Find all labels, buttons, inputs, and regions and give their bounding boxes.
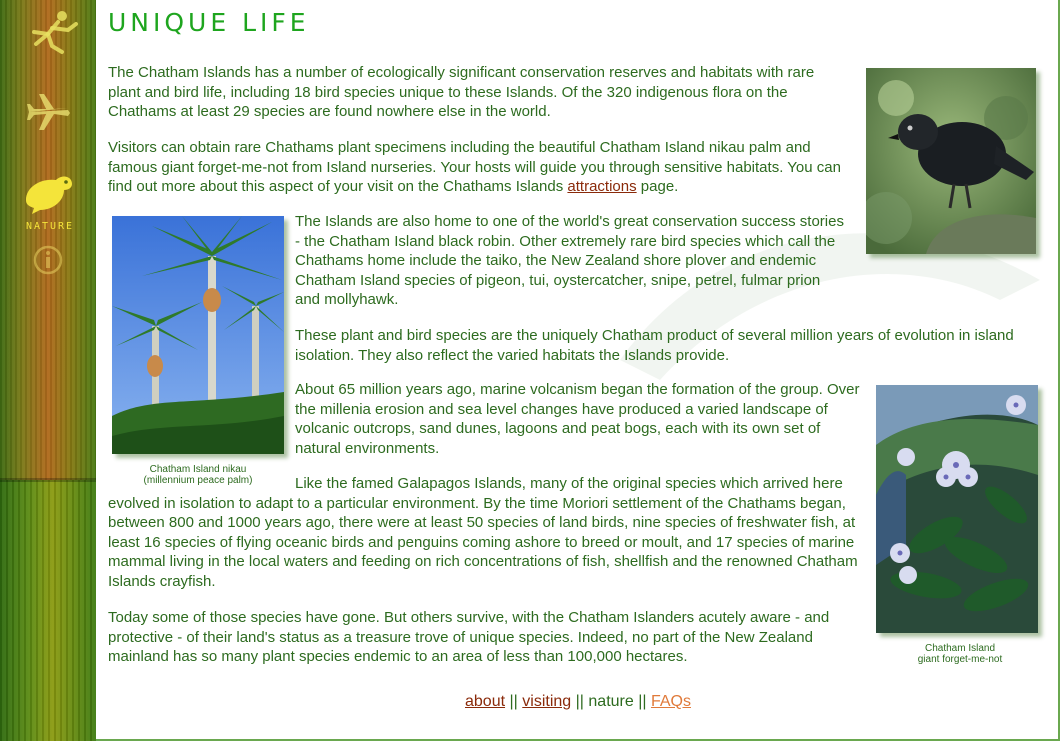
black-robin-paragraph — [295, 212, 845, 310]
sidebar — [0, 0, 96, 741]
forget-me-not-caption — [876, 643, 1044, 665]
visitors-text-before: Visitors can obtain rare Chathams plant specimens including the beautiful Chatham Island nikau palm and famous giant forget-me-not from Island nurseries. Your hosts will guide you through sensitive habitats. You can find out more about this aspect of your visit on the Chathams Islands — [108, 139, 841, 196]
figure-icon[interactable] — [22, 8, 82, 56]
intro-paragraph: The Chatham Islands has a number of ecologically significant conservation reserves and habitats with rare plant and bird life, including 18 bird species unique to these Islands. Of the 320 indigenous flora on the Chathams at least 29 species are found nowhere else in the world. — [108, 64, 815, 121]
footer-link-about[interactable]: about — [465, 693, 506, 710]
forget-me-not-caption-line-2: giant forget-me-not — [917, 654, 1003, 665]
airplane-icon[interactable] — [24, 90, 74, 134]
footer-link-visiting[interactable]: visiting — [522, 693, 572, 710]
black-robin-text: The Islands are also home to one of the world's great conservation success stories - the Chatham Island black robin. Other extremely rare bird species which call the Chathams home include the taiko, the New Zealand shore plover and endemic Chatham Island species of pigeon, tui, oystercatcher, snipe, petrel, fulmar prion and mollyhawk. — [295, 213, 844, 309]
sidebar-seam — [0, 478, 96, 482]
footer-link-faqs[interactable]: FAQs — [650, 693, 691, 710]
forget-me-not-caption-line-1: Chatham Island — [924, 643, 996, 654]
page-title: UNIQUE LIFE — [108, 8, 310, 37]
nav-label-nature[interactable]: NATURE — [25, 221, 75, 232]
evolution-paragraph: These plant and bird species are the uniquely Chatham product of several million years of evolution in island isolation. They also reflect the varied habitats the Islands provide. — [295, 327, 1014, 364]
visitors-text-after: page. — [636, 178, 679, 196]
footer-separator: || — [575, 693, 584, 710]
footer-nav — [96, 693, 1060, 711]
bird-icon[interactable] — [20, 170, 76, 216]
attractions-link[interactable]: attractions — [567, 178, 637, 196]
info-icon[interactable] — [32, 244, 64, 276]
footer-current-nature: nature — [588, 693, 634, 710]
galapagos-paragraph: Like the famed Galapagos Islands, many of the original species which arrived here evolved in isolation to adapt to a particular environment. By the time Moriori settlement of the Chathams began, between 800 and 1000 years ago, there were at least 50 species of land birds, nine species of freshwater fish, at least 16 species of flying oceanic birds and penguins coming ashore to breed or moult, and 17 species of marine mammal living in the local waters and feeding on rich concentrations of fish, shellfish and the renowned Chatham Islands crayfish. — [108, 475, 858, 590]
today-paragraph: Today some of those species have gone. But others survive, with the Chatham Islanders acutely aware - and protective - of their land's status as a treasure trove of unique species. Indeed, no part of the New Zealand mainland has so many plant species endemic to an area of less than 100,000 hectares. — [108, 609, 830, 666]
forget-me-not-photo — [876, 385, 1038, 633]
nikau-caption-line-1: Chatham Island nikau — [149, 464, 247, 475]
visitors-paragraph — [108, 138, 860, 197]
footer-separator: || — [638, 693, 647, 710]
sidebar-grass-texture — [0, 480, 96, 741]
footer-separator: || — [509, 693, 518, 710]
volcanism-paragraph: About 65 million years ago, marine volcanism began the formation of the group. Over the millenia erosion and sea level changes have produced a varied landscape of volcanic outcrops, sand dunes, lagoons and peat bogs, each with its own set of natural environments. — [295, 381, 860, 457]
nikau-caption-line-2: (millennium peace palm) — [143, 475, 253, 486]
black-robin-photo — [866, 68, 1036, 254]
nikau-palm-photo — [112, 216, 284, 454]
